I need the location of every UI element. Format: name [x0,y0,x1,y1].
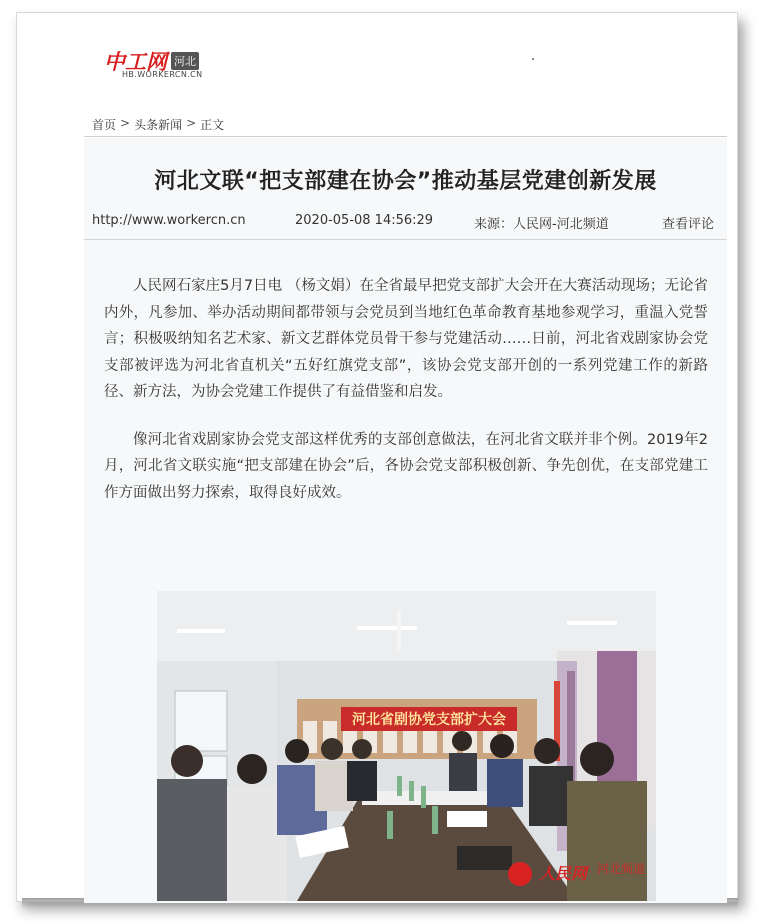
breadcrumb-current: 正文 [200,118,225,132]
photo-watermark-channel: 河北频道 [597,862,646,876]
article-url[interactable]: http://www.workercn.cn [92,213,246,228]
article-photo [157,591,656,901]
breadcrumb-section[interactable]: 头条新闻 [134,118,183,132]
logo-text: 中工网 [104,49,167,74]
breadcrumb [92,116,224,133]
photo-watermark-logo: 人民网 [539,864,588,883]
breadcrumb-home[interactable]: 首页 [92,118,117,132]
article-title: 河北文联“把支部建在协会”推动基层党建创新发展 [154,169,657,194]
article-paragraph: 像河北省戏剧家协会党支部这样优秀的支部创意做法，在河北省文联并非个例。2019年2月，河北省文联实施“把支部建在协会”后，各协会党支部积极创新、争先创优，在支部党建工作方面做出努力探索，取得良好成效。 [104,431,708,501]
meta-divider [84,239,727,240]
breadcrumb-separator: > [186,116,197,130]
article-paragraph: 人民网石家庄5月7日电 （杨文娟）在全省最早把党支部扩大会开在大赛活动现场；无论省内外，凡参加、举办活动期间都带领与会党员到当地红色革命教育基地参观学习，重温入党誓言；积极吸纳知名艺术家、新文艺群体党员骨干参与党建活动……日前，河北省戏剧家协会党支部被评选为河北省直机关“五好红旗党支部”，该协会党支部开创的一系列党建工作的新路径、新方法，为协会党建工作提供了有益借鉴和启发。 [104,278,708,400]
article-datetime: 2020-05-08 14:56:29 [295,213,434,228]
logo-domain: HB.WORKERCN.CN [122,70,203,79]
header-dot [532,58,534,60]
meeting-photo [157,591,656,901]
logo-region: 河北 [171,52,199,70]
photo-banner-text: 河北省剧协党支部扩大会 [352,712,506,728]
comments-link[interactable]: 查看评论 [662,217,715,232]
article-body [104,273,708,527]
article-source: 来源：人民网-河北频道 [474,217,609,232]
breadcrumb-divider [84,136,727,137]
breadcrumb-separator: > [120,116,131,130]
